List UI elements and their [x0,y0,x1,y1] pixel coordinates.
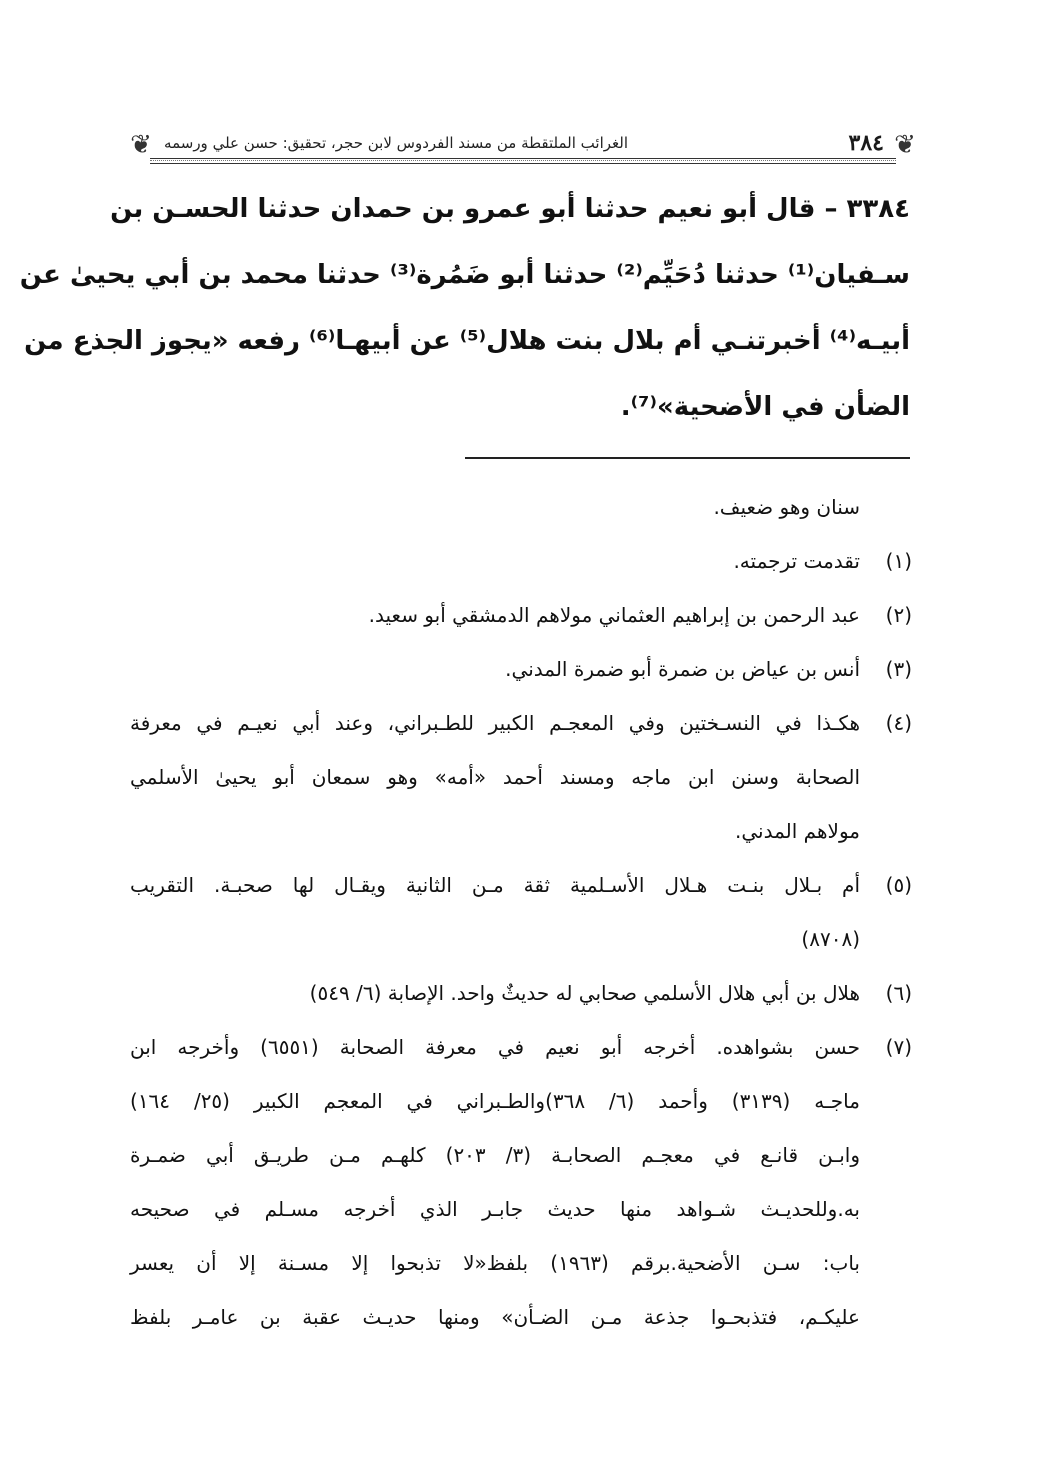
footnote-continuation: سنان وهو ضعيف. [713,495,860,519]
ornament-icon: ❦ [130,130,152,160]
hadith-line: سـفيان⁽¹⁾ حدثنا دُحَيِّم⁽²⁾ حدثنا أبو ضَمُرة⁽³⁾ حدثنا محمد بن أبي يحيىٰ عن [19,260,910,290]
footnote-line: هلال بن أبي هلال الأسلمي صحابي له حديثٌ واحد. الإصابة (٦/ ٥٤٩) [309,981,860,1005]
footnote-item [130,642,912,696]
footnote-number: (١) [885,549,912,573]
page-header [128,128,918,164]
footnote-line: حسن بشواهده. أخرجه أبو نعيم في معرفة الصحابة (٦٥٥١) وأخرجه ابن [130,1035,860,1059]
footnote-number: (٧) [885,1035,912,1059]
footnote-line: وابـن قانـع في معجـم الصحابـة (٣/ ٢٠٣) كلهـم مـن طريـق أبي ضمـرة [130,1143,860,1167]
footnote-line: باب: سـن الأضحية.برقم (١٩٦٣) بلفظ«لا تذبحوا إلا مسـنة إلا أن يعسر [130,1251,860,1275]
footnote-number: (٥) [885,873,912,897]
footnote-number: (٣) [885,657,912,681]
footnote-item [130,1020,912,1344]
footnote-line: هكـذا في النسـختين وفي المعجـم الكبير للطـبراني، وعند أبي نعيـم في معرفة [130,711,860,735]
footnote-body [130,696,860,858]
footnote-line: الصحابة وسنن ابن ماجه ومسند أحمد «أمه» وهو سمعان أبو يحيىٰ الأسلمي [130,765,860,789]
footnote-line: أنس بن عياض بن ضمرة أبو ضمرة المدني. [505,657,860,681]
footnote-line: عبد الرحمن بن إبراهيم العثماني مولاهم الدمشقي أبو سعيد. [368,603,860,627]
footnote-number: (٤) [885,711,912,735]
hadith-line: الضأن في الأضحية»⁽⁷⁾. [620,392,910,422]
footnote-line: مولاهم المدني. [735,819,860,843]
footnote-line: به.وللحديـث شـواهد منها حديث جابـر الذي أخرجه مسـلم في صحيحه [130,1197,860,1221]
footnote-number: (٦) [885,981,912,1005]
page-number: ٣٨٤ [848,130,884,156]
running-title: الغرائب الملتقطة من مسند الفردوس لابن حجر، تحقيق: حسن علي ورسمه [164,134,628,152]
hadith-line: ٣٣٨٤ – قال أبو نعيم حدثنا أبو عمرو بن حمدان حدثنا الحسـن بن [110,194,910,224]
footnote-body [130,1020,860,1344]
footnote-body [130,588,860,642]
footnote-line: (٨٧٠٨) [801,927,860,951]
footnotes [130,480,912,1344]
footnote-item [130,966,912,1020]
footnote-separator [465,457,910,459]
footnote-body [130,642,860,696]
hadith-line: أبيـه⁽⁴⁾ أخبرتنـي أم بلال بنت هلال⁽⁵⁾ عن أبيهـا⁽⁶⁾ رفعه «يجوز الجذع من [24,326,910,356]
footnote-body [130,966,860,1020]
footnote-line: تقدمت ترجمته. [733,549,860,573]
ornament-icon: ❦ [894,130,916,160]
hadith-text [19,176,910,440]
footnote-item [130,534,912,588]
footnote-item [130,588,912,642]
footnote-body [130,858,860,966]
footnote-item [130,858,912,966]
footnote-item [130,696,912,858]
footnote-number: (٢) [885,603,912,627]
footnote-line: عليكـم، فتذبحـوا جذعة مـن الضـأن» ومنها حديـث عقبة بن عامـر بلفظ [130,1305,860,1329]
footnote-body [130,534,860,588]
header-rule [150,158,896,164]
footnote-line: ماجـه (٣١٣٩) وأحمد (٦/ ٣٦٨)والطـبراني في المعجم الكبير (٢٥/ ١٦٤) [130,1089,860,1113]
footnote-line: أم بـلال بنـت هـلال الأسـلمية ثقة مـن الثانية ويقـال لها صحبـة. التقريب [130,873,860,897]
